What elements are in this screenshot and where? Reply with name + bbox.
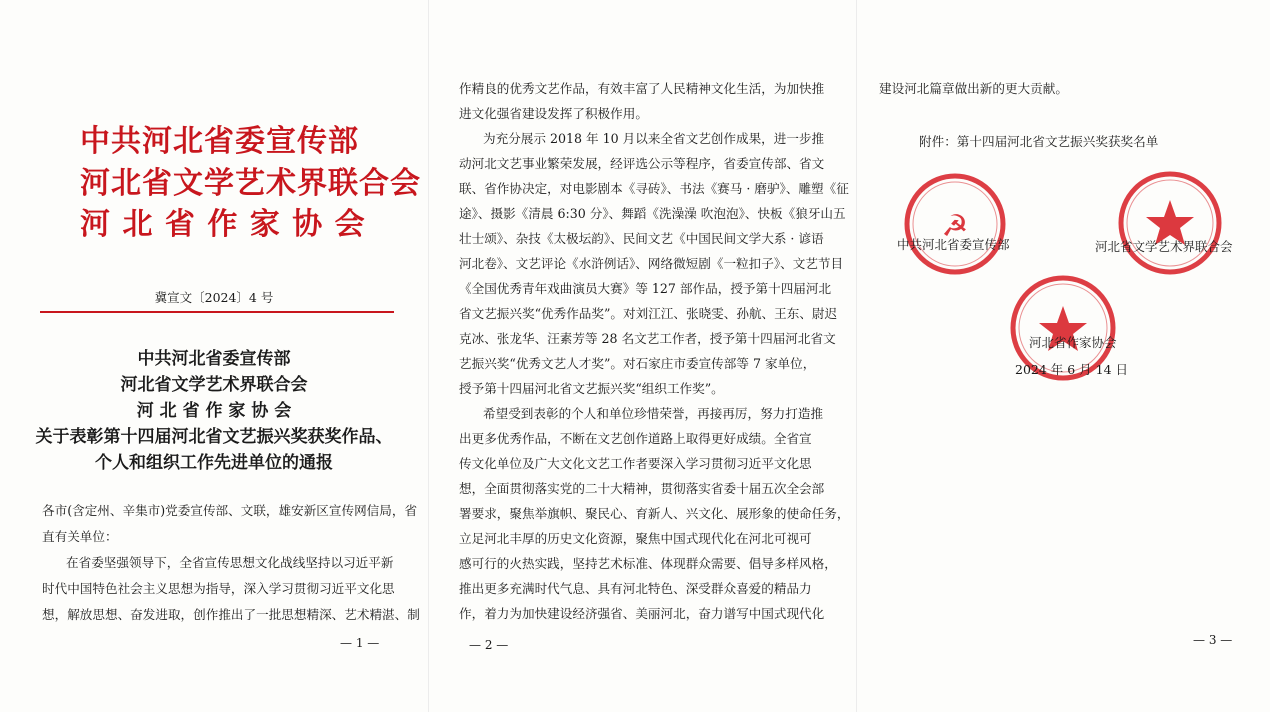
body-line: 克冰、张龙华、汪素芳等 28 名文艺工作者，授予第十四届河北省文: [459, 331, 836, 346]
body-line: 《全国优秀青年戏曲演员大赛》等 127 部作品，授予第十四届河北: [459, 281, 832, 296]
body-line: 想，全面贯彻落实党的二十大精神，贯彻落实省委十届五次全会部: [459, 481, 825, 496]
signature-propaganda-dept: 中共河北省委宣传部: [897, 237, 1010, 252]
document-number: 冀宣文〔2024〕4 号: [154, 290, 274, 305]
body-line: 联、省作协决定，对电影剧本《寻砖》、书法《赛马 · 磨驴》、雕塑《征: [459, 181, 849, 196]
body-line: 动河北文艺事业繁荣发展，经评选公示等程序，省委宣传部、省文: [459, 156, 825, 171]
official-seal-propaganda-dept: [901, 170, 1009, 278]
body-line: 艺振兴奖“优秀文艺人才奖”。对石家庄市委宣传部等 7 家单位，: [459, 356, 816, 371]
page-number: — 1 —: [340, 636, 380, 650]
body-line: 作精良的优秀文艺作品，有效丰富了人民精神文化生活，为加快推: [459, 81, 825, 96]
body-line: 推出更多充满时代气息、具有河北特色、深受群众喜爱的精品力: [459, 581, 812, 596]
title-line-4: 关于表彰第十四届河北省文艺振兴奖获奖作品、: [35, 427, 393, 447]
body-line: 立足河北丰厚的历史文化资源，聚焦中国式现代化在河北可视可: [459, 531, 812, 546]
body-line: 感可行的火热实践，坚持艺术标准、体现群众需要、倡导多样风格，: [459, 556, 837, 571]
red-header-line-3: 河 北 省 作 家 协 会: [80, 207, 366, 242]
body-line: 想，解放思想、奋发进取，创作推出了一批思想精深、艺术精湛、制: [42, 607, 420, 622]
red-divider: [40, 311, 394, 313]
signature-writers-association: 河北省作家协会: [1029, 335, 1117, 350]
body-line: 希望受到表彰的个人和单位珍惜荣誉，再接再厉，努力打造推: [483, 406, 824, 421]
title-line-3: 河 北 省 作 家 协 会: [136, 401, 292, 421]
document-page-2: [428, 0, 857, 712]
body-line: 在省委坚强领导下，全省宣传思想文化战线坚持以习近平新: [66, 555, 394, 570]
body-line: 传文化单位及广大文化文艺工作者要深入学习贯彻习近平文化思: [459, 456, 812, 471]
red-header-line-1: 中共河北省委宣传部: [80, 124, 359, 159]
body-line: 出更多优秀作品，不断在文艺创作道路上取得更好成绩。全省宣: [459, 431, 812, 446]
document-page-1: [0, 0, 428, 712]
document-page-3: [856, 0, 1270, 712]
body-line: 为充分展示 2018 年 10 月以来全省文艺创作成果，进一步推: [483, 131, 825, 146]
body-line: 直有关单位：: [42, 529, 118, 544]
signature-federation: 河北省文学艺术界联合会: [1095, 239, 1233, 254]
page-number: — 3 —: [1193, 633, 1233, 647]
body-line: 各市(含定州、辛集市)党委宣传部、文联，雄安新区宣传网信局，省: [42, 503, 418, 518]
body-line: 壮士颂》、杂技《太极坛韵》、民间文艺《中国民间文学大系 · 谚语: [459, 231, 824, 246]
body-line: 署要求，聚焦举旗帜、聚民心、育新人、兴文化、展形象的使命任务，: [459, 506, 850, 521]
body-line: 建设河北篇章做出新的更大贡献。: [879, 81, 1068, 96]
attachment-line: 附件：第十四届河北省文艺振兴奖获奖名单: [919, 134, 1159, 149]
body-line: 河北卷》、文艺评论《水浒例话》、网络微短剧《一粒扣子》、文艺节目: [459, 256, 844, 271]
body-line: 途》、摄影《清晨 6:30 分》、舞蹈《洗澡澡 吹泡泡》、快板《狼牙山五: [459, 206, 846, 221]
official-seal-federation: [1115, 168, 1225, 278]
body-line: 授予第十四届河北省文艺振兴奖“组织工作奖”。: [459, 381, 724, 396]
svg-text:☭: ☭: [941, 209, 969, 244]
signature-date: 2024 年 6 月 14 日: [1015, 362, 1129, 377]
title-line-5: 个人和组织工作先进单位的通报: [95, 453, 333, 473]
red-header-line-2: 河北省文学艺术界联合会: [80, 166, 421, 201]
body-line: 省文艺振兴奖“优秀作品奖”。对刘江江、张晓雯、孙航、王东、尉迟: [459, 306, 838, 321]
title-line-2: 河北省文学艺术界联合会: [120, 375, 308, 395]
title-line-1: 中共河北省委宣传部: [137, 349, 291, 369]
page-number: — 2 —: [469, 638, 509, 652]
body-line: 作，着力为加快建设经济强省、美丽河北，奋力谱写中国式现代化: [459, 606, 825, 621]
body-line: 进文化强省建设发挥了积极作用。: [459, 106, 648, 121]
body-line: 时代中国特色社会主义思想为指导，深入学习贯彻习近平文化思: [42, 581, 395, 596]
